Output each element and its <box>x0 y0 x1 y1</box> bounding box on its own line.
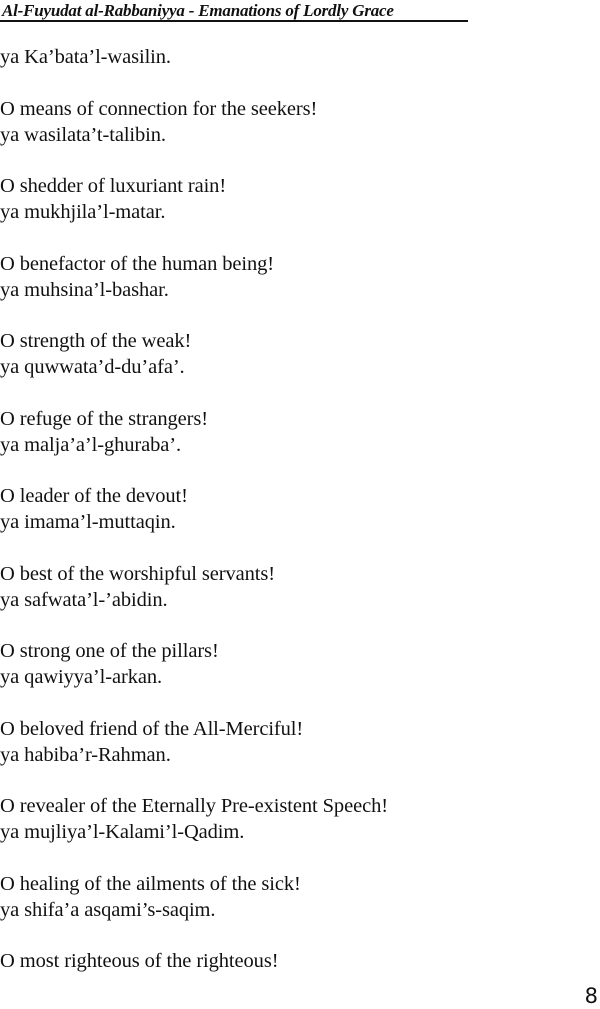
stanza <box>0 871 580 923</box>
translation-line: O strength of the weak! <box>0 330 192 352</box>
stanza <box>0 328 580 380</box>
translation-line: O means of connection for the seekers! <box>0 97 318 120</box>
running-header <box>0 0 468 22</box>
stanza <box>0 948 580 974</box>
transliteration-line: ya mujliya’l-Kalami’l-Qadim. <box>0 821 245 843</box>
page-number: 8 <box>584 984 598 1008</box>
transliteration-line: ya muhsina’l-bashar. <box>0 278 169 301</box>
translation-line: O shedder of luxuriant rain! <box>0 175 227 197</box>
translation-line: O benefactor of the human being! <box>0 252 275 275</box>
stanza <box>0 793 580 845</box>
translation-line: O most righteous of the righteous! <box>0 950 279 972</box>
transliteration-line: ya imama’l-muttaqin. <box>0 511 176 533</box>
translation-line: O revealer of the Eternally Pre-existent Speech! <box>0 795 388 817</box>
transliteration-line: ya Ka’bata’l-wasilin. <box>0 46 171 68</box>
stanza <box>0 638 580 690</box>
translation-line: O healing of the ailments of the sick! <box>0 872 301 895</box>
transliteration-line: ya qawiyya’l-arkan. <box>0 666 163 688</box>
transliteration-line: ya shifa’a asqami’s-saqim. <box>0 898 216 921</box>
translation-line: O refuge of the strangers! <box>0 407 209 430</box>
stanza <box>0 44 580 70</box>
transliteration-line: ya habiba’r-Rahman. <box>0 743 171 766</box>
stanza <box>0 251 580 303</box>
stanza <box>0 96 580 148</box>
transliteration-line: ya safwata’l-’abidin. <box>0 588 168 611</box>
translation-line: O strong one of the pillars! <box>0 640 219 662</box>
transliteration-line: ya malja’a’l-ghuraba’. <box>0 433 182 456</box>
page-body <box>0 44 580 974</box>
transliteration-line: ya mukhjila’l-matar. <box>0 201 166 223</box>
transliteration-line: ya quwwata’d-du’afa’. <box>0 356 185 378</box>
running-title: Al-Fuyudat al-Rabbaniyya - Emanations of Lordly Grace <box>2 1 394 20</box>
translation-line: O best of the worshipful servants! <box>0 562 276 585</box>
stanza <box>0 173 580 225</box>
stanza <box>0 406 580 458</box>
translation-line: O beloved friend of the All-Merciful! <box>0 717 304 740</box>
translation-line: O leader of the devout! <box>0 485 188 507</box>
stanza <box>0 716 580 768</box>
stanza <box>0 561 580 613</box>
transliteration-line: ya wasilata’t-talibin. <box>0 123 166 146</box>
stanza <box>0 483 580 535</box>
